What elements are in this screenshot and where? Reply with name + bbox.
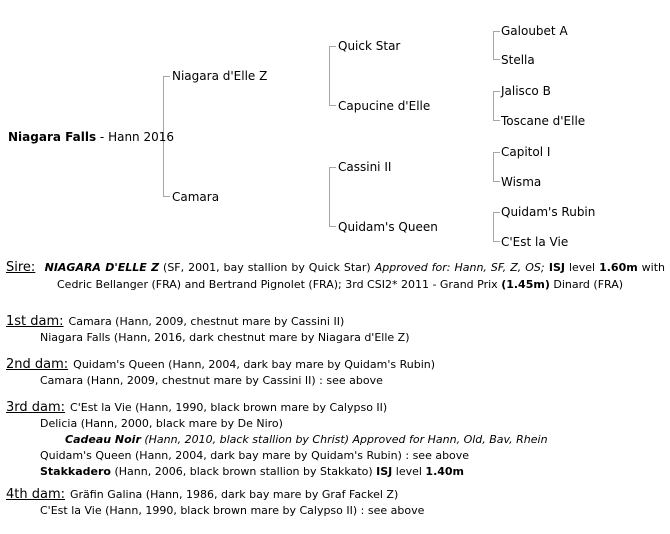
pedigree-details xyxy=(6,0,665,534)
dam4-label: 4th dam: xyxy=(6,487,66,502)
sire-gp: (1.45m) xyxy=(501,278,550,291)
dam3-line5-level-word: level xyxy=(392,465,426,478)
dam1-section xyxy=(6,314,665,346)
dam3-line3-rest: (Hann, 2010, black stallion by Christ) Approved for Hann, Old, Bav, Rhein xyxy=(140,433,548,446)
tree-node-quidams-queen: Quidam's Queen xyxy=(338,220,438,234)
dam4-line2: C'Est la Vie (Hann, 1990, black brown mare by Calypso II) : see above xyxy=(40,504,425,517)
tree-node-galoubet-a: Galoubet A xyxy=(501,24,568,38)
dam3-section xyxy=(6,400,665,480)
dam3-line1-row xyxy=(6,400,665,416)
dam3-label: 3rd dam: xyxy=(6,400,66,415)
sire-name: NIAGARA D'ELLE Z xyxy=(40,261,160,274)
tree-node-toscane-delle: Toscane d'Elle xyxy=(501,114,586,128)
dam1-label: 1st dam: xyxy=(6,314,64,329)
dam1-line2: Niagara Falls (Hann, 2016, dark chestnut mare by Niagara d'Elle Z) xyxy=(40,331,410,344)
tree-root-suffix: - Hann 2016 xyxy=(96,130,175,144)
tree-node-quidams-rubin: Quidam's Rubin xyxy=(501,205,596,219)
sire-paragraph xyxy=(6,259,665,293)
tree-root-name: Niagara Falls xyxy=(8,130,97,144)
tree-node-quick-star: Quick Star xyxy=(338,39,401,53)
sire-approved: Approved for: Hann, SF, Z, OS; xyxy=(374,261,545,274)
tree-node-cassini-ii: Cassini II xyxy=(338,160,392,174)
dam3-line5-name: Stakkadero xyxy=(40,465,111,478)
dam1-line1: Camara (Hann, 2009, chestnut mare by Cassini II) xyxy=(68,315,345,328)
tree-node-wisma: Wisma xyxy=(501,175,542,189)
dam3-line5-level: 1.40m xyxy=(425,465,465,478)
tree-node-capitol-i: Capitol I xyxy=(501,145,551,159)
dam3-line5 xyxy=(6,464,665,480)
tree-node-jalisco-b: Jalisco B xyxy=(501,84,551,98)
sire-place: Dinard (FRA) xyxy=(549,278,624,291)
dam2-line1-row xyxy=(6,357,665,373)
dam4-section xyxy=(6,487,665,519)
dam1-line1-row xyxy=(6,314,665,330)
dam3-line5-mid: (Hann, 2006, black brown stallion by Stakkato) xyxy=(110,465,377,478)
dam3-line3-name: Cadeau Noir xyxy=(65,433,141,446)
tree-node-capucine-delle: Capucine d'Elle xyxy=(338,99,431,113)
sire-section xyxy=(6,259,665,293)
dam2-line2: Camara (Hann, 2009, chestnut mare by Cassini II) : see above xyxy=(40,374,383,387)
sire-label: Sire: xyxy=(6,260,36,275)
sire-isj: ISJ xyxy=(544,261,565,274)
dam2-label: 2nd dam: xyxy=(6,357,69,372)
dam3-line1: C'Est la Vie (Hann, 1990, black brown mare by Calypso II) xyxy=(70,401,388,414)
dam2-line1: Quidam's Queen (Hann, 2004, dark bay mare by Quidam's Rubin) xyxy=(73,358,436,371)
dam3-line5-isj: ISJ xyxy=(376,465,393,478)
tree-node-camara: Camara xyxy=(172,190,220,204)
dam3-line3 xyxy=(6,432,665,448)
dam3-line2: Delicia (Hann, 2000, black mare by De Niro) xyxy=(40,417,283,430)
sire-level: 1.60m xyxy=(599,261,638,274)
sire-details: (SF, 2001, bay stallion by Quick Star) xyxy=(159,261,375,274)
dam2-section xyxy=(6,357,665,389)
dam4-line1-row xyxy=(6,487,665,503)
tree-node-stella: Stella xyxy=(501,53,535,67)
dam4-line1: Gräfin Galina (Hann, 1986, dark bay mare by Graf Fackel Z) xyxy=(70,488,399,501)
tree-node-niagara-delle-z: Niagara d'Elle Z xyxy=(172,69,268,83)
tree-node-cest-la-vie: C'Est la Vie xyxy=(501,235,569,249)
sire-riders: with Cedric Bellanger (FRA) and Bertrand Pignolet (FRA); 3rd CSI2* 2011 - Grand Prix xyxy=(57,261,665,291)
dam3-line4: Quidam's Queen (Hann, 2004, dark bay mare by Quidam's Rubin) : see above xyxy=(40,449,470,462)
sire-level-word: level xyxy=(564,261,600,274)
